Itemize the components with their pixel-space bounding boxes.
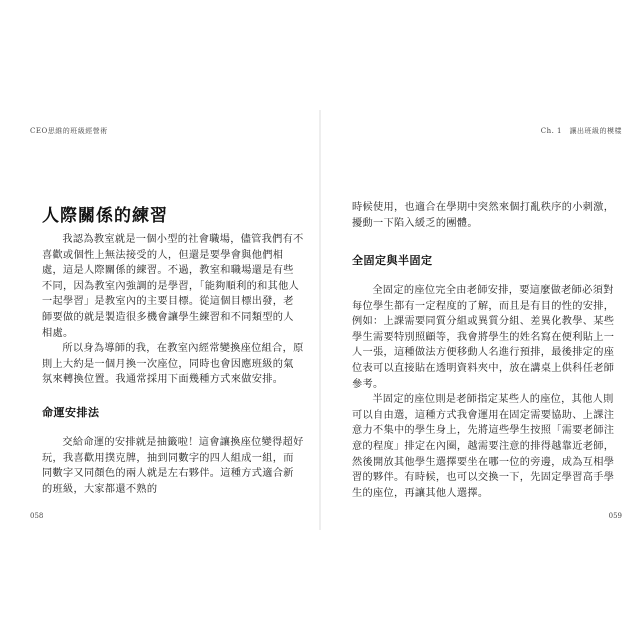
book-gutter [319,110,321,530]
left-section-text [42,435,304,497]
paragraph: 我認為教室就是一個小型的社會職場，儘管我們有不喜歡或個性上無法接受的人，但還是要學會與他們相處，這是人際關係的練習。不過，教室和職場還是有些不同，因為教室內強調的是學習，「能夠順利的和其他人一起學習」是教室內的主要目標。從這個目標出發，老師要做的就是製造很多機會讓學生練習和不同類型的人相處。 [42,234,304,339]
left-body-text [42,232,304,388]
chapter-title: 人際關係的練習 [42,206,168,226]
paragraph: 全固定的座位完全由老師安排，要這麼做老師必須對每位學生都有一定程度的了解，而且是有目的性的安排，例如：上課需要同質分組或異質分組、差異化教學、某些學生需要特別照顧等，我會將學生的姓名寫在便利貼上一人一張，這種做法方便移動人名進行預排，最後排定的座位表可以直接貼在透明資料夾中，放在講桌上供科任老師參考。 [352,285,615,390]
right-page [332,0,622,640]
left-page-number: 058 [30,512,44,520]
paragraph: 所以身為導師的我，在教室內經常變換座位組合，原則上大約是一個月換一次座位，同時也會因應班級的氣氛來轉換位置。我通常採用下面幾種方式來做安排。 [42,343,304,386]
right-running-head: Ch. 1 讓出班級的模樣 [540,127,622,135]
section-heading-fate: 命運安排法 [42,406,100,419]
paragraph: 時候使用，也適合在學期中突然來個打亂秩序的小刺激，擾動一下陷入緩乏的團體。 [352,202,615,229]
right-page-number: 059 [608,512,622,520]
left-page [22,0,312,640]
left-running-head: CEO思維的班級經營術 [30,127,108,135]
section-heading-fixed: 全固定與半固定 [352,254,433,267]
paragraph: 半固定的座位則是老師指定某些人的座位，其他人則可以自由選，這種方式我會運用在固定需要協助、上課注意力不集中的學生身上，先將這些學生按照「需要老師注意的程度」排定在內圈，越需要注意的排得越靠近老師，然後開放其他學生選擇要坐在哪一位的旁邊，成為互相學習的夥伴。有時候，也可以交換一下，先固定學習高手學生的座位，再讓其他人選擇。 [352,394,615,499]
paragraph: 交給命運的安排就是抽籤啦！這會讓換座位變得超好玩，我喜歡用撲克牌，抽到同數字的四人組成一組，而同數字又同顏色的兩人就是左右夥伴。這種方式適合新的班級，大家都還不熟的 [42,437,304,495]
right-section-text [352,283,618,501]
right-continuation-text [352,200,618,231]
